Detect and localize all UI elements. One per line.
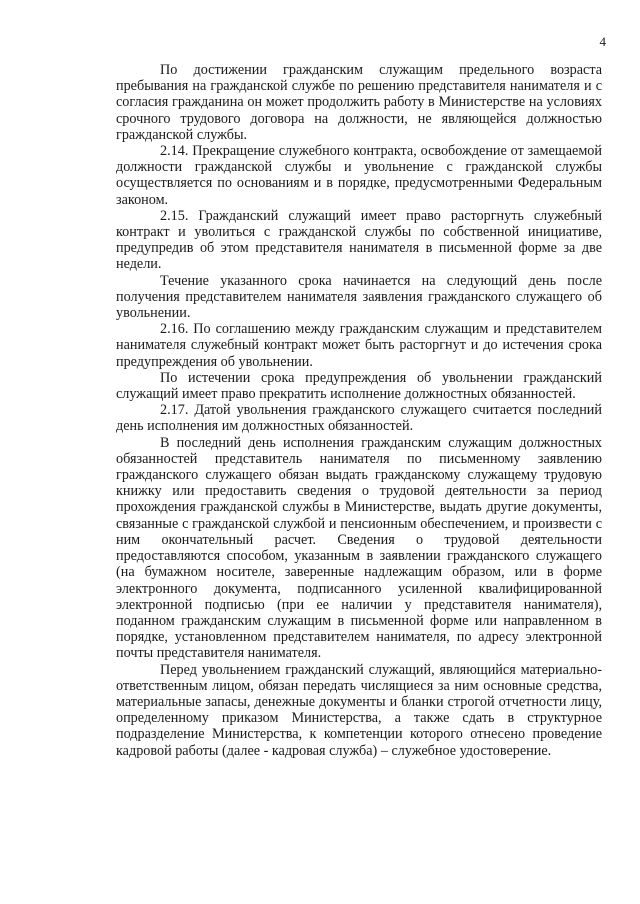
paragraph-2-16: 2.16. По соглашению между гражданским служащим и представителем нанимателя служебный контракт может быть расторгнут и до истечения срока предупреждения об увольнении. bbox=[116, 321, 602, 370]
paragraph-handover: Перед увольнением гражданский служащий, являющийся материально-ответственным лицом, обязан передать числящиеся за ним основные средства, материальные запасы, денежные документы и бланки строгой отчетности лицу, определенному приказом Министерства, а также сдать в структурное подразделение Министерства, к компетенции которого отнесено проведение кадровой работы (далее - кадровая служба) – служебное удостоверение. bbox=[116, 661, 602, 759]
paragraph-last-day: В последний день исполнения гражданским служащим должностных обязанностей представитель нанимателя по письменному заявлению гражданского служащего обязан выдать гражданскому служащему трудовую книжку или предоставить сведения о трудовой деятельности за период прохождения гражданской службы в Министерстве, выдать другие документы, связанные с гражданской службой и пенсионным обеспечением, и произвести с ним окончательный расчет. Сведения о трудовой деятельности предоставляются способом, указанным в заявлении гражданского служащего (на бумажном носителе, заверенные надлежащим образом, или в форме электронного документа, подписанного усиленной квалифицированной электронной подписью (при ее наличии у представителя нанимателя), поданном гражданским служащим в письменной форме или направленном в порядке, установленном представителем нанимателя, по адресу электронной почты представителя нанимателя. bbox=[116, 434, 602, 662]
paragraph-notice-period: Течение указанного срока начинается на следующий день после получения представителем нанимателя заявления гражданского служащего об увольнении. bbox=[116, 272, 602, 322]
paragraph-2-15: 2.15. Гражданский служащий имеет право расторгнуть служебный контракт и уволиться с гражданской службы по собственной инициативе, предупредив об этом представителя нанимателя в письменной форме за две недели. bbox=[116, 207, 602, 273]
paragraph-after-notice: По истечении срока предупреждения об увольнении гражданский служащий имеет право прекратить исполнение должностных обязанностей. bbox=[116, 369, 602, 403]
paragraph-retirement-age: По достижении гражданским служащим предельного возраста пребывания на гражданской службе по решению представителя нанимателя и с согласия гражданина он может продолжить работу в Министерстве на условиях срочного трудового договора на должности, не являющейся должностью гражданской службы. bbox=[116, 62, 602, 143]
paragraph-2-14: 2.14. Прекращение служебного контракта, освобождение от замещаемой должности гражданской службы и увольнение с гражданской службы осуществляется по основаниям и в порядке, предусмотренными Федеральным законом. bbox=[116, 143, 602, 208]
document-body bbox=[116, 62, 602, 759]
paragraph-2-17: 2.17. Датой увольнения гражданского служащего считается последний день исполнения им должностных обязанностей. bbox=[116, 402, 602, 435]
page-number: 4 bbox=[599, 34, 606, 49]
